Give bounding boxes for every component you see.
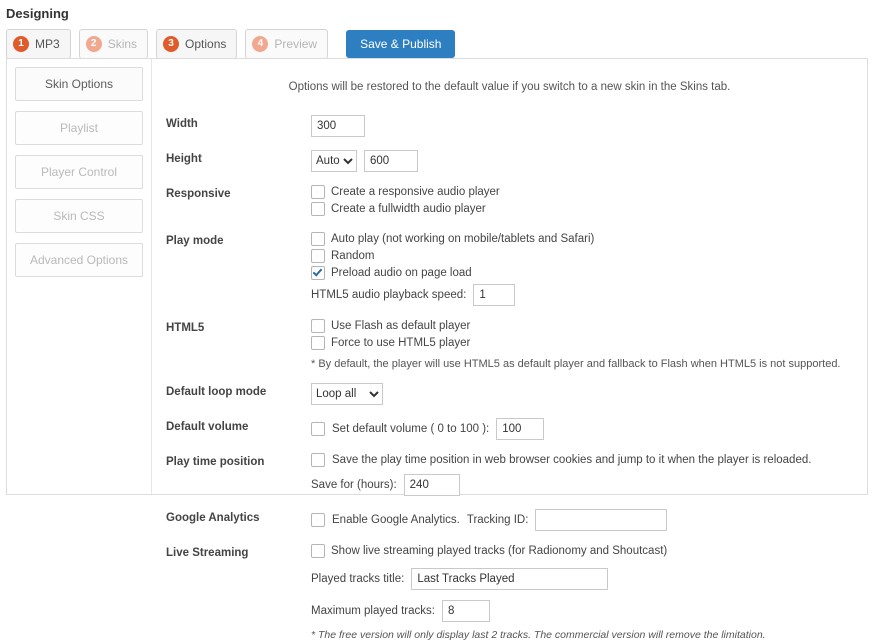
step-label: Preview (274, 37, 318, 51)
responsive-option-2-label: Create a fullwidth audio player (331, 203, 486, 215)
checkbox-responsive-player[interactable] (311, 185, 325, 199)
row-responsive (166, 185, 853, 219)
responsive-option-1[interactable] (311, 185, 853, 199)
default-volume-checkbox-label: Set default volume ( 0 to 100 ): (332, 423, 490, 435)
step-tab-skins[interactable] (79, 29, 148, 59)
loop-mode-label: Default loop mode (166, 386, 267, 398)
step-tabs (0, 21, 880, 59)
row-height (166, 150, 853, 172)
row-google-analytics (166, 509, 853, 531)
row-loop-mode (166, 383, 853, 405)
playback-speed-input[interactable] (473, 284, 515, 306)
responsive-label: Responsive (166, 188, 231, 200)
play-mode-autoplay[interactable] (311, 232, 853, 246)
played-tracks-title-label: Played tracks title: (311, 573, 405, 585)
loop-mode-select[interactable] (311, 383, 383, 405)
step-label: MP3 (35, 37, 60, 51)
html5-use-flash[interactable] (311, 319, 853, 333)
width-input[interactable] (311, 115, 365, 137)
step-tab-mp3[interactable] (6, 29, 71, 59)
playback-speed-label: HTML5 audio playback speed: (311, 289, 467, 301)
checkbox-use-flash[interactable] (311, 319, 325, 333)
show-live-tracks-label: Show live streaming played tracks (for Radionomy and Shoutcast) (331, 545, 668, 557)
sidebar-item-playlist[interactable]: Playlist (15, 111, 143, 145)
max-played-tracks-label: Maximum played tracks: (311, 605, 435, 617)
random-label: Random (331, 250, 375, 262)
checkbox-autoplay[interactable] (311, 232, 325, 246)
step-number-icon: 1 (13, 36, 29, 52)
play-time-position-label: Play time position (166, 456, 265, 468)
step-tab-options[interactable] (156, 29, 237, 59)
autoplay-label: Auto play (not working on mobile/tablets and Safari) (331, 233, 595, 245)
sidebar-item-player-control[interactable]: Player Control (15, 155, 143, 189)
row-width (166, 115, 853, 137)
sidebar-item-skin-options[interactable]: Skin Options (15, 67, 143, 101)
use-flash-label: Use Flash as default player (331, 320, 471, 332)
html5-note: * By default, the player will use HTML5 as default player and fallback to Flash when HTML5 is not supported. (311, 358, 841, 370)
live-streaming-toggle[interactable] (311, 544, 853, 558)
step-tab-preview[interactable] (245, 29, 328, 59)
step-number-icon: 4 (252, 36, 268, 52)
save-hours-input[interactable] (404, 474, 460, 496)
width-label: Width (166, 118, 198, 130)
playback-speed-row (311, 284, 853, 306)
sidebar-item-advanced-options[interactable]: Advanced Options (15, 243, 143, 277)
step-label: Options (185, 37, 227, 51)
tracking-id-input[interactable] (535, 509, 667, 531)
options-content (152, 59, 867, 641)
checkbox-enable-analytics[interactable] (311, 513, 325, 527)
play-mode-random[interactable] (311, 249, 853, 263)
tracking-id-label: Tracking ID: (466, 514, 529, 526)
force-html5-label: Force to use HTML5 player (331, 337, 471, 349)
preload-label: Preload audio on page load (331, 267, 472, 279)
html5-force[interactable] (311, 336, 853, 350)
step-number-icon: 2 (86, 36, 102, 52)
save-play-time-label: Save the play time position in web browser cookies and jump to it when the player is reloaded. (332, 454, 812, 466)
checkbox-preload[interactable] (311, 266, 325, 280)
google-analytics-label: Google Analytics (166, 512, 260, 524)
max-played-tracks-note: * The free version will only display last 2 tracks. The commercial version will remove the limitation. (311, 629, 766, 641)
restore-defaults-notice: Options will be restored to the default value if you switch to a new skin in the Skins tab. (288, 81, 731, 93)
height-mode-select[interactable] (311, 150, 357, 172)
checkbox-save-play-time[interactable] (311, 453, 325, 467)
options-sidebar (7, 59, 152, 494)
default-volume-label: Default volume (166, 421, 249, 433)
row-html5 (166, 319, 853, 370)
responsive-option-2[interactable] (311, 202, 853, 216)
max-played-tracks-row (311, 600, 853, 641)
options-panel (6, 58, 868, 641)
sidebar-item-skin-css[interactable]: Skin CSS (15, 199, 143, 233)
save-hours-label: Save for (hours): (311, 479, 397, 491)
page-title: Designing (6, 6, 69, 21)
max-played-tracks-input[interactable] (442, 600, 490, 622)
play-mode-label: Play mode (166, 235, 224, 247)
enable-analytics-label: Enable Google Analytics. (332, 514, 460, 526)
save-and-publish-button[interactable]: Save & Publish (346, 30, 455, 58)
live-streaming-label: Live Streaming (166, 547, 249, 559)
height-label: Height (166, 153, 202, 165)
height-input[interactable] (364, 150, 418, 172)
checkbox-random[interactable] (311, 249, 325, 263)
checkbox-show-live-tracks[interactable] (311, 544, 325, 558)
played-tracks-title-row (311, 568, 853, 590)
step-label: Skins (107, 37, 138, 51)
checkbox-set-default-volume[interactable] (311, 422, 325, 436)
play-mode-preload[interactable] (311, 266, 853, 280)
html5-label: HTML5 (166, 322, 205, 334)
step-number-icon: 3 (163, 36, 179, 52)
checkbox-force-html5[interactable] (311, 336, 325, 350)
checkbox-fullwidth-player[interactable] (311, 202, 325, 216)
responsive-option-1-label: Create a responsive audio player (331, 186, 500, 198)
played-tracks-title-input[interactable] (411, 568, 608, 590)
row-play-mode (166, 232, 853, 306)
row-live-streaming (166, 544, 853, 641)
default-volume-input[interactable] (496, 418, 544, 440)
row-play-time-position (166, 453, 853, 496)
row-default-volume (166, 418, 853, 440)
